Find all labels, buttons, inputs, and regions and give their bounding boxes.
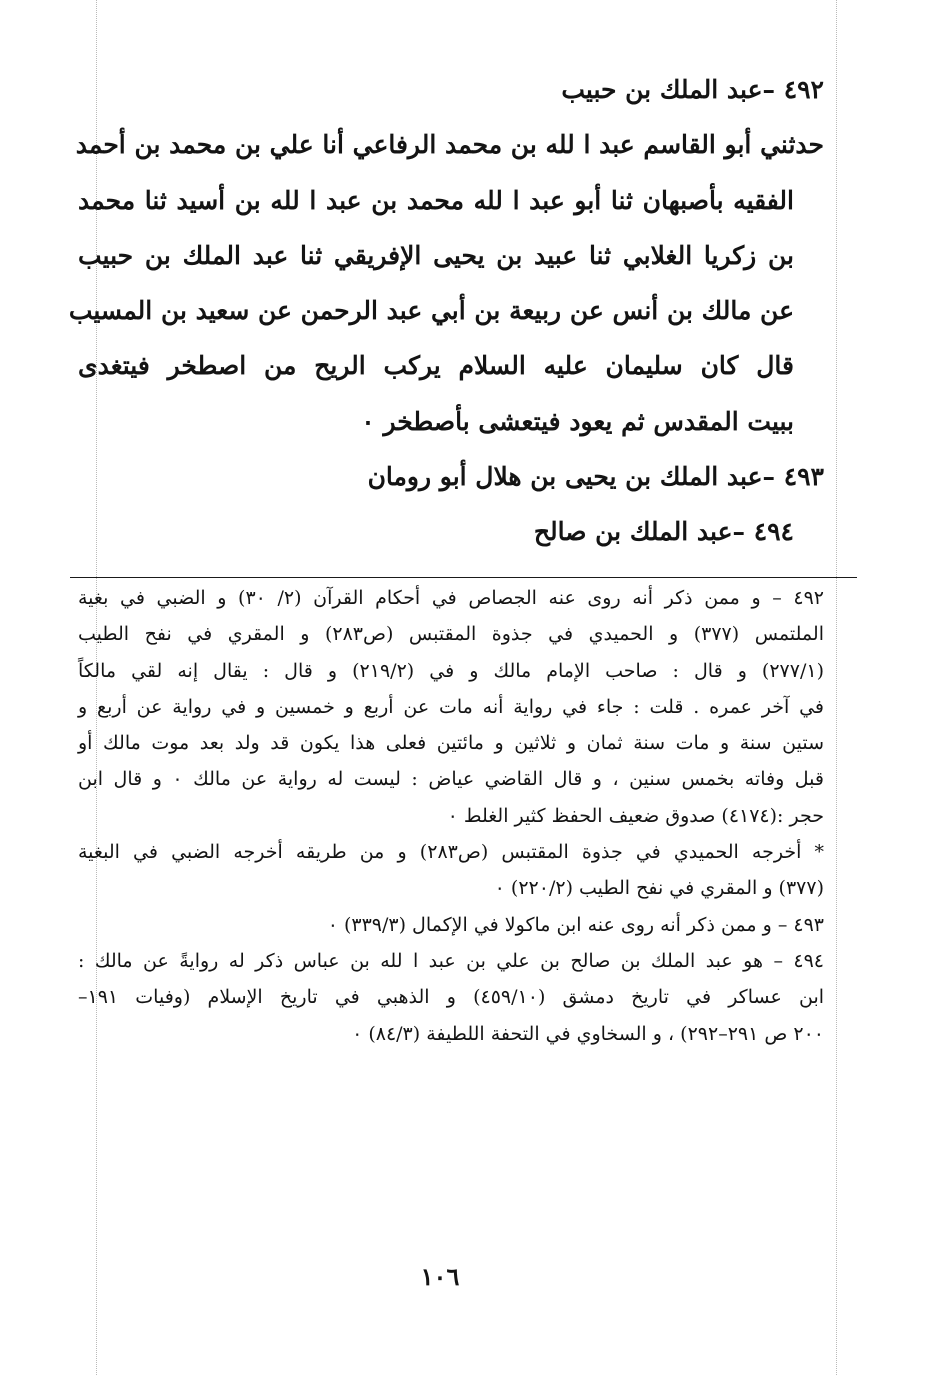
text-line: ببيت المقدس ثم يعود فيتعشى بأصطخر ٠: [361, 406, 794, 436]
footnote-line: ٤٩٢ – و ممن ذكر أنه روى عنه الجصاص في أحكام القرآن (٢/ ٣٠) و الضبي في بغية: [78, 587, 824, 609]
footnote-line: ابن عساكر في تاريخ دمشق (٤٥٩/١٠) و الذهبي في تاريخ الإسلام (وفيات ١٩١–: [78, 986, 825, 1009]
footnote-line: قبل وفاته بخمس سنين ، و قال القاضي عياض : ليست له رواية عن مالك ٠ و قال ابن: [78, 768, 824, 791]
footnote-line: في آخر عمره . قلت : جاء في رواية أنه مات عن أربع و خمسين و في رواية عن أربع و: [78, 695, 824, 718]
footnotes: [78, 580, 824, 1052]
page-number: ١٠٦: [420, 1262, 460, 1291]
footnote-line: ستين سنة و مات سنة ثمان و ثلاثين و مائتين فعلى هذا يكون قد ولد بعد موت مالك أو: [78, 732, 824, 755]
text-line: قال كان سليمان عليه السلام يركب الريح من اصطخر فيتغدى: [78, 351, 794, 381]
text-line: الفقيه بأصبهان ثنا أبو عبد ا لله محمد بن عبد ا لله بن أسيد ثنا محمد: [78, 185, 794, 215]
main-text-body: [68, 62, 824, 560]
footnote-line: ٤٩٣ – و ممن ذكر أنه روى عنه ابن ماكولا في الإكمال (٣٣٩/٣) ٠: [327, 913, 824, 936]
entry-heading-493: ٤٩٣ –عبد الملك بن يحيى بن هلال أبو رومان: [367, 462, 824, 492]
text-line: عن مالك بن أنس عن ربيعة بن أبي عبد الرحمن عن سعيد بن المسيب: [68, 296, 794, 326]
footnote-divider: [70, 577, 857, 578]
footnote-line: * أخرجه الحميدي في جذوة المقتبس (ص٢٨٣) و من طريقه أخرجه الضبي في البغية: [78, 841, 825, 864]
entry-heading-494: ٤٩٤ –عبد الملك بن صالح: [533, 517, 794, 547]
footnote-line: (٢٧٧/١) و قال : صاحب الإمام مالك و في (٢١٩/٢) و قال : يقال إنه لقي مالكاً: [78, 659, 824, 682]
footnote-line: ٤٩٤ – هو عبد الملك بن صالح بن علي بن عبد ا لله بن عباس ذكر له روايةً عن مالك :: [78, 949, 824, 972]
text-line: بن زكريا الغلابي ثنا عبيد بن يحيى الإفريقي ثنا عبد الملك بن حبيب: [78, 240, 794, 270]
footnote-line: (٣٧٧) و المقري في نفح الطيب (٢٢٠/٢) ٠: [494, 877, 824, 900]
footnote-line: حجر :(٤١٧٤) صدوق ضعيف الحفظ كثير الغلط ٠: [447, 804, 824, 827]
footnote-line: ٢٠٠ ص ٢٩١–٢٩٢) ، و السخاوي في التحفة اللطيفة (٨٤/٣) ٠: [352, 1022, 824, 1045]
text-line: حدثني أبو القاسم عبد ا لله بن محمد الرفاعي أنا علي بن محمد بن أحمد: [75, 130, 824, 160]
right-margin-guide: [836, 0, 837, 1375]
entry-heading-492: ٤٩٢ –عبد الملك بن حبيب: [561, 75, 824, 104]
footnote-line: الملتمس (٣٧٧) و الحميدي في جذوة المقتبس (ص٢٨٣) و المقري في نفح الطيب: [78, 623, 824, 646]
